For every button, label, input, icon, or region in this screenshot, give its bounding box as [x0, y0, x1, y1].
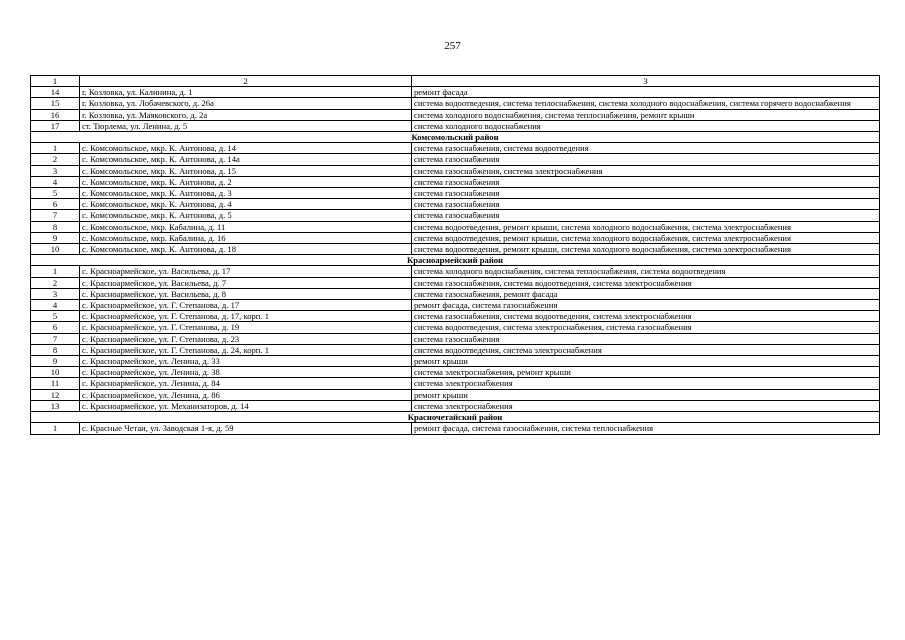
table-row	[31, 266, 880, 277]
table-row	[31, 210, 880, 221]
table-row	[31, 333, 880, 344]
table-row	[31, 98, 880, 109]
row-address: г. Козловка, ул. Калинина, д. 1	[80, 87, 412, 98]
row-number: 1	[31, 266, 80, 277]
row-number: 16	[31, 109, 80, 120]
row-works: система водоотведения, система электроснабжения	[412, 344, 880, 355]
table-row	[31, 311, 880, 322]
table-row	[31, 188, 880, 199]
row-works: система газоснабжения	[412, 333, 880, 344]
row-works: система газоснабжения, система водоотведения	[412, 143, 880, 154]
row-works: система газоснабжения	[412, 176, 880, 187]
district-section-row	[31, 255, 880, 266]
row-works: система газоснабжения	[412, 199, 880, 210]
row-number: 9	[31, 232, 80, 243]
works-table	[30, 75, 880, 435]
row-works: система водоотведения, система электроснабжения, система газоснабжения	[412, 322, 880, 333]
row-works: система газоснабжения, ремонт фасада	[412, 288, 880, 299]
row-number: 8	[31, 344, 80, 355]
table-row	[31, 154, 880, 165]
row-works: система электроснабжения, ремонт крыши	[412, 367, 880, 378]
row-works: система газоснабжения, система электроснабжения	[412, 165, 880, 176]
table-row	[31, 143, 880, 154]
row-number: 7	[31, 333, 80, 344]
row-works: система электроснабжения	[412, 378, 880, 389]
row-number: 7	[31, 210, 80, 221]
table-row	[31, 232, 880, 243]
table-row	[31, 199, 880, 210]
district-section-row	[31, 412, 880, 423]
column-number-2: 2	[80, 76, 412, 87]
row-address: с. Красноармейское, ул. Ленина, д. 33	[80, 356, 412, 367]
district-title: Красночетайский район	[31, 412, 880, 423]
row-number: 13	[31, 400, 80, 411]
row-address: с. Комсомольское, мкр. К. Антонова, д. 18	[80, 244, 412, 255]
table-row	[31, 400, 880, 411]
row-address: ст. Тюрлема, ул. Ленина, д. 5	[80, 120, 412, 131]
table-row	[31, 423, 880, 434]
row-works: система холодного водоснабжения, система теплоснабжения, система водоотведения	[412, 266, 880, 277]
row-number: 3	[31, 288, 80, 299]
column-number-row	[31, 76, 880, 87]
row-works: система водоотведения, система теплоснабжения, система холодного водоснабжения, система горячего водоснабжения	[412, 98, 880, 109]
row-number: 15	[31, 98, 80, 109]
row-works: ремонт фасада, система газоснабжения, система теплоснабжения	[412, 423, 880, 434]
row-number: 6	[31, 322, 80, 333]
table-row	[31, 367, 880, 378]
row-address: с. Комсомольское, мкр. К. Антонова, д. 3	[80, 188, 412, 199]
table-row	[31, 221, 880, 232]
row-number: 4	[31, 176, 80, 187]
column-number-3: 3	[412, 76, 880, 87]
table-row	[31, 378, 880, 389]
row-works: ремонт фасада, система газоснабжения	[412, 300, 880, 311]
table-row	[31, 344, 880, 355]
table-row	[31, 120, 880, 131]
district-title: Комсомольский район	[31, 132, 880, 143]
row-address: с. Красные Четаи, ул. Заводская 1-я, д. 59	[80, 423, 412, 434]
row-address: г. Козловка, ул. Лобачевского, д. 26а	[80, 98, 412, 109]
row-address: с. Красноармейское, ул. Васильева, д. 8	[80, 288, 412, 299]
row-number: 5	[31, 188, 80, 199]
row-number: 2	[31, 154, 80, 165]
row-works: система газоснабжения	[412, 188, 880, 199]
row-works: система газоснабжения	[412, 154, 880, 165]
row-number: 5	[31, 311, 80, 322]
row-address: с. Красноармейское, ул. Ленина, д. 86	[80, 389, 412, 400]
district-section-row	[31, 132, 880, 143]
row-number: 4	[31, 300, 80, 311]
row-address: с. Комсомольское, мкр. К. Антонова, д. 15	[80, 165, 412, 176]
row-works: система электроснабжения	[412, 400, 880, 411]
row-address: с. Комсомольское, мкр. К. Антонова, д. 5	[80, 210, 412, 221]
row-works: ремонт крыши	[412, 356, 880, 367]
row-number: 8	[31, 221, 80, 232]
row-works: система газоснабжения, система водоотведения, система электроснабжения	[412, 277, 880, 288]
table-row	[31, 322, 880, 333]
row-address: с. Красноармейское, ул. Г. Степанова, д. 17, корп. 1	[80, 311, 412, 322]
row-number: 10	[31, 367, 80, 378]
row-works: система газоснабжения, система водоотведения, система электроснабжения	[412, 311, 880, 322]
row-works: ремонт фасада	[412, 87, 880, 98]
table-row	[31, 165, 880, 176]
row-number: 11	[31, 378, 80, 389]
row-address: с. Красноармейское, ул. Васильева, д. 7	[80, 277, 412, 288]
row-address: с. Красноармейское, ул. Ленина, д. 38	[80, 367, 412, 378]
row-number: 9	[31, 356, 80, 367]
row-number: 3	[31, 165, 80, 176]
row-number: 1	[31, 423, 80, 434]
row-works: система холодного водоснабжения, система теплоснабжения, ремонт крыши	[412, 109, 880, 120]
table-row	[31, 244, 880, 255]
row-address: с. Красноармейское, ул. Г. Степанова, д. 19	[80, 322, 412, 333]
row-address: с. Комсомольское, мкр. К. Антонова, д. 2	[80, 176, 412, 187]
row-address: с. Комсомольское, мкр. К. Антонова, д. 14а	[80, 154, 412, 165]
row-address: с. Красноармейское, ул. Ленина, д. 84	[80, 378, 412, 389]
row-number: 10	[31, 244, 80, 255]
table-row	[31, 300, 880, 311]
table-row	[31, 87, 880, 98]
row-works: ремонт крыши	[412, 389, 880, 400]
row-number: 17	[31, 120, 80, 131]
row-address: с. Комсомольское, мкр. Кабалина, д. 16	[80, 232, 412, 243]
row-works: система водоотведения, ремонт крыши, система холодного водоснабжения, система электроснабжения	[412, 232, 880, 243]
row-address: с. Красноармейское, ул. Механизаторов, д. 14	[80, 400, 412, 411]
table-row	[31, 389, 880, 400]
row-address: с. Красноармейское, ул. Г. Степанова, д. 24, корп. 1	[80, 344, 412, 355]
table-row	[31, 288, 880, 299]
column-number-1: 1	[31, 76, 80, 87]
table-row	[31, 176, 880, 187]
row-address: с. Комсомольское, мкр. К. Антонова, д. 14	[80, 143, 412, 154]
table-body	[31, 76, 880, 435]
row-works: система водоотведения, ремонт крыши, система холодного водоснабжения, система электроснабжения	[412, 244, 880, 255]
row-address: с. Красноармейское, ул. Васильева, д. 17	[80, 266, 412, 277]
row-number: 12	[31, 389, 80, 400]
row-number: 6	[31, 199, 80, 210]
row-address: г. Козловка, ул. Маяковского, д. 2а	[80, 109, 412, 120]
row-address: с. Красноармейское, ул. Г. Степанова, д. 23	[80, 333, 412, 344]
page-number: 257	[444, 40, 461, 52]
row-number: 1	[31, 143, 80, 154]
row-number: 2	[31, 277, 80, 288]
row-address: с. Комсомольское, мкр. К. Антонова, д. 4	[80, 199, 412, 210]
row-works: система газоснабжения	[412, 210, 880, 221]
row-address: с. Комсомольское, мкр. Кабалина, д. 11	[80, 221, 412, 232]
table-row	[31, 109, 880, 120]
district-title: Красноармейский район	[31, 255, 880, 266]
table-row	[31, 356, 880, 367]
table-row	[31, 277, 880, 288]
row-works: система водоотведения, ремонт крыши, система холодного водоснабжения, система электроснабжения	[412, 221, 880, 232]
row-works: система холодного водоснабжения	[412, 120, 880, 131]
row-number: 14	[31, 87, 80, 98]
row-address: с. Красноармейское, ул. Г. Степанова, д. 17	[80, 300, 412, 311]
